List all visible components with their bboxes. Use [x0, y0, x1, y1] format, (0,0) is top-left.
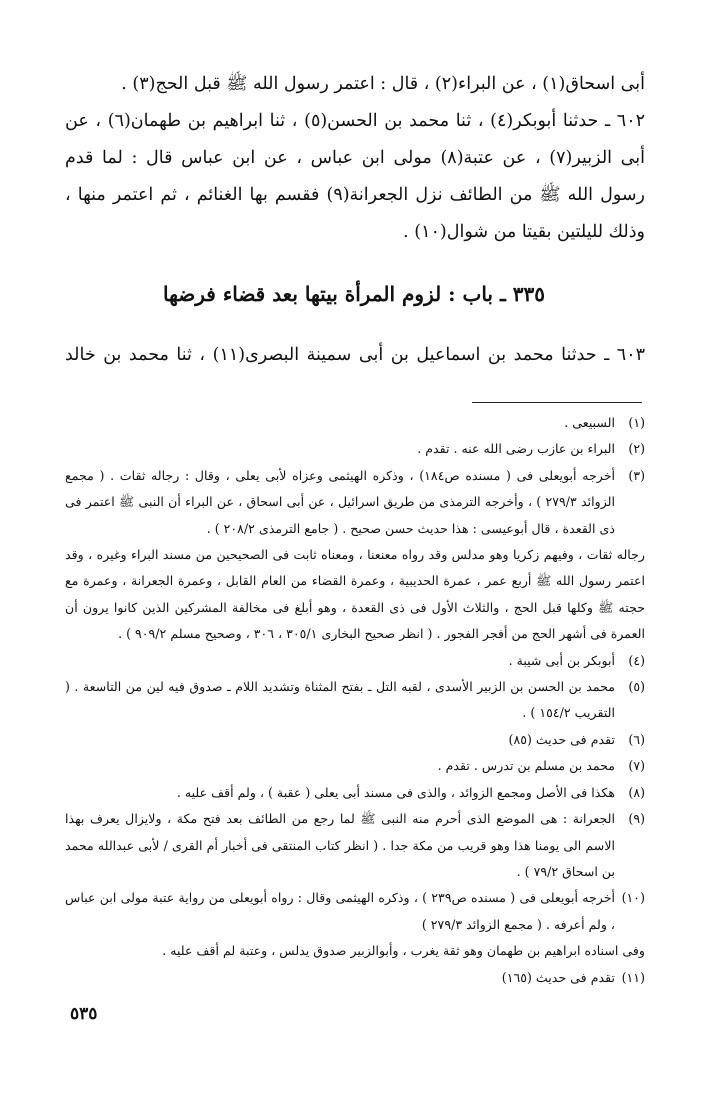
chapter-heading: ٣٣٥ ـ باب : لزوم المرأة بيتها بعد قضاء فرضها [162, 282, 546, 306]
hadith-603-text: ٦٠٣ ـ حدثنا محمد بن اسماعيل بن أبى سمينة البصرى(١١) ، ثنا محمد بن خالد [65, 345, 645, 365]
footnote-text: تقدم فى حديث (١٦٥) [501, 969, 615, 985]
footnote-continuation: وفى اسناده ابراهيم بن طهمان وهو ثقة يغرب ، وأبوالزبير صدوق يدلس ، وعتبة لم أقف عليه . [162, 943, 645, 959]
footnote-text: السبيعى . [564, 415, 615, 430]
footnote-text: محمد بن الحسن بن الزبير الأسدى ، لقبه التل ـ بفتح المثناة وتشديد اللام ـ صدوق فيه لين من التاسعة . ( التقريب ١٥٤/٢ ) . [65, 679, 615, 721]
footnote-text: الجعرانة : هى الموضع الذى أحرم منه النبى ﷺ لما رجع من الطائف بعد فتح مكة ، ولايزال يعرف بهذا الاسم الى يومنا هذا وهو قريب من مكة جدا . ( انظر كتاب المنتقى فى أخبار أم القرى / لأبى عبدالله محمد بن اسحاق ٧٩/٢ ) . [65, 811, 615, 879]
footnote-text: تقدم فى حديث (٨٥) [508, 731, 615, 747]
hadith-602-preceding-text: أبى اسحاق(١) ، عن البراء(٢) ، قال : اعتمر رسول الله ﷺ قبل الحج(٣) . [121, 74, 645, 94]
footnote-text: أبوبكر بن أبى شيبة . [508, 652, 615, 668]
footnote-number: (٣) [628, 467, 645, 483]
footnote [65, 648, 645, 674]
hadith-602-text: ٦٠٢ ـ حدثنا أبوبكر(٤) ، ثنا محمد بن الحسن(٥) ، ثنا ابراهيم بن طهمان(٦) ، عن أبى الزبير(٧) ، عن عتبة(٨) مولى ابن عباس ، عن ابن عباس قال : لما قدم رسول الله ﷺ من الطائف نزل الجعرانة(٩) فقسم بها الغنائم ، ثم اعتمر منها ، وذلك لليلتين بقيتا من شوال(١٠) . [65, 111, 645, 242]
page-number: ٥٣٥ [70, 1004, 98, 1024]
footnote-number: (٤) [628, 652, 645, 668]
footnote-text: محمد بن مسلم بن تدرس . تقدم . [437, 758, 615, 774]
footnote-continuation: رجاله ثقات ، وفيهم زكريا وهو مدلس وقد رواه معنعنا ، ومعناه ثابت فى الصحيحين من مسند البراء وغيره ، وقد اعتمر رسول الله ﷺ أربع عمر ، عمرة الحديبية ، وعمرة القضاء من العام القابل ، وعمرة الجعرانة ، وعمرة مع حجته ﷺ وكلها قبل الحج ، والثلاث الأول فى ذى القعدة ، وهو أبلغ فى مخالفة المشركين الذين كانوا يرون أن العمرة فى أشهر الحج من أفجر الفجور . ( انظر صحيح البخارى ٣٠٥/١ ، ٣٠٦ ، وصحيح مسلم ٩٠٩/٢ ) . [65, 547, 645, 642]
footnote-text: البراء بن عازب رضى الله عنه . تقدم . [417, 441, 615, 457]
footnote-number: (١٠) [621, 890, 645, 906]
footnote-number: (٧) [628, 758, 645, 774]
footnotes [65, 410, 645, 991]
footnote-text: أخرجه أبويعلى فى ( مسنده ص٢٣٩ ) ، وذكره الهيثمى وقال : رواه أبويعلى من رواية عتبة مولى ابن عباس ، ولم أعرفه . ( مجمع الزوائد ٢٧٩/٣ ) [65, 890, 615, 932]
footnote-text: أخرجه أبويعلى فى ( مسنده ص١٨٤) ، وذكره الهيثمى وعزاه لأبى يعلى ، وقال : رجاله ثقات . ( مجمع الزوائد ٢٧٩/٣ ) ، وأخرجه الترمذى من طريق اسرائيل ، عن أبى اسحاق ، عن البراء أن النبى ﷺ اعتمر فى ذى القعدة ، قال أبوعيسى : هذا حديث حسن صحيح . ( جامع الترمذى ٢٠٨/٢ ) . [65, 467, 615, 536]
footnote-number: (٩) [628, 811, 645, 827]
footnote [65, 463, 645, 542]
footnote [65, 436, 645, 462]
footnote-number: (١١) [621, 969, 645, 985]
footnote-divider [472, 402, 642, 403]
footnote-text: هكذا فى الأصل ومجمع الزوائد ، والذى فى مسند أبى يعلى ( عقبة ) ، ولم أقف عليه . [176, 784, 615, 800]
footnote [65, 727, 645, 753]
footnote [65, 674, 645, 727]
footnote [65, 780, 645, 806]
footnote [65, 753, 645, 779]
footnote-number: (٨) [628, 784, 645, 800]
main-text [65, 66, 645, 251]
footnote [65, 885, 645, 938]
footnote [65, 806, 645, 885]
footnote-number: (٥) [628, 679, 645, 695]
footnote-number: (٦) [628, 731, 645, 747]
footnote-number: (٢) [628, 441, 645, 457]
footnote [65, 410, 645, 436]
footnote-number: (١) [628, 415, 645, 430]
footnote [65, 965, 645, 991]
